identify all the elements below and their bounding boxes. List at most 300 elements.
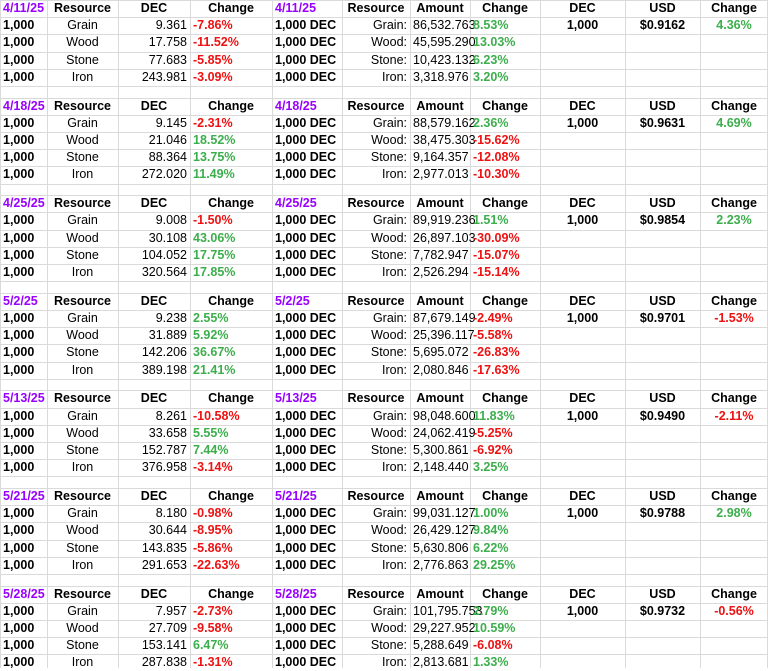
header-amount[interactable]: Amount <box>416 586 464 601</box>
quantity-cell[interactable]: 1,000 <box>3 35 35 50</box>
dec-price-cell[interactable]: 320.564 <box>141 265 187 279</box>
resource-name-cell[interactable]: Stone <box>66 443 99 457</box>
quantity-cell[interactable]: 1,000 <box>3 247 35 262</box>
quantity-dec-cell[interactable]: 1,000 DEC <box>275 345 337 360</box>
price-change-cell[interactable]: -3.14% <box>193 460 233 475</box>
resource-name-cell[interactable]: Wood <box>66 328 99 343</box>
header-resource[interactable]: Resource <box>347 293 405 308</box>
amount-change-cell[interactable]: -10.30% <box>473 167 520 182</box>
dec-price-cell[interactable]: 30.644 <box>148 523 187 538</box>
dec-price-cell[interactable]: 153.141 <box>141 638 187 653</box>
quantity-dec-cell[interactable]: 1,000 DEC <box>275 328 337 343</box>
resource-name-cell[interactable]: Wood: <box>371 523 407 538</box>
resource-name-cell[interactable]: Grain <box>67 18 98 33</box>
quantity-cell[interactable]: 1,000 <box>3 345 35 360</box>
resource-name-cell[interactable]: Grain: <box>372 603 407 618</box>
resource-name-cell[interactable]: Grain: <box>372 408 407 423</box>
resource-amount-cell[interactable]: 9,164.357 <box>413 150 469 165</box>
resource-name-cell[interactable]: Grain <box>67 115 98 130</box>
header-change[interactable]: Change <box>208 489 254 503</box>
amount-change-cell[interactable]: 10.59% <box>473 621 516 635</box>
date-cell[interactable]: 5/28/25 <box>275 586 317 601</box>
resource-amount-cell[interactable]: 26,429.127 <box>413 523 476 538</box>
header-dec[interactable]: DEC <box>140 586 168 601</box>
amount-change-cell[interactable]: 1.33% <box>473 655 509 670</box>
price-change-cell[interactable]: -10.58% <box>193 408 240 423</box>
quantity-cell[interactable]: 1,000 <box>3 230 35 245</box>
resource-name-cell[interactable]: Grain <box>67 603 98 618</box>
resource-name-cell[interactable]: Wood: <box>371 425 407 440</box>
dec-price-cell[interactable]: 21.046 <box>148 133 187 147</box>
quantity-dec-cell[interactable]: 1,000 DEC <box>275 230 337 245</box>
header-dec[interactable]: DEC <box>140 293 168 308</box>
resource-name-cell[interactable]: Iron: <box>381 655 407 670</box>
price-change-cell[interactable]: -8.95% <box>193 523 233 538</box>
price-change-cell[interactable]: 2.55% <box>193 311 229 325</box>
dec-price-cell[interactable]: 287.838 <box>141 655 187 670</box>
price-change-cell[interactable]: 17.75% <box>193 247 236 262</box>
amount-change-cell[interactable]: 2.79% <box>473 603 509 618</box>
quantity-dec-cell[interactable]: 1,000 DEC <box>275 52 337 67</box>
resource-name-cell[interactable]: Wood: <box>371 230 407 245</box>
resource-name-cell[interactable]: Iron <box>71 655 94 670</box>
usd-price-cell[interactable]: $0.9854 <box>639 213 686 228</box>
resource-name-cell[interactable]: Wood <box>66 523 99 538</box>
quantity-cell[interactable]: 1,000 <box>3 603 35 618</box>
usd-dec-quantity-cell[interactable]: 1,000 <box>566 115 599 130</box>
header-usd[interactable]: USD <box>649 391 676 406</box>
dec-price-cell[interactable]: 88.364 <box>148 150 187 165</box>
amount-change-cell[interactable]: -17.63% <box>473 362 520 377</box>
amount-change-cell[interactable]: 1.00% <box>473 506 509 521</box>
quantity-dec-cell[interactable]: 1,000 DEC <box>275 638 337 653</box>
usd-price-cell[interactable]: $0.9490 <box>639 408 686 423</box>
header-usd[interactable]: USD <box>649 98 676 113</box>
date-cell[interactable]: 4/25/25 <box>275 196 317 211</box>
header-change[interactable]: Change <box>208 1 254 15</box>
header-amount[interactable]: Amount <box>416 489 464 503</box>
header-change[interactable]: Change <box>482 293 528 308</box>
resource-name-cell[interactable]: Stone <box>66 150 99 165</box>
quantity-dec-cell[interactable]: 1,000 DEC <box>275 265 337 279</box>
resource-name-cell[interactable]: Iron <box>71 460 94 475</box>
resource-name-cell[interactable]: Stone: <box>370 247 407 262</box>
header-change[interactable]: Change <box>208 98 254 113</box>
price-change-cell[interactable]: -5.85% <box>193 52 233 67</box>
resource-name-cell[interactable]: Stone <box>66 638 99 653</box>
amount-change-cell[interactable]: -5.58% <box>473 328 513 343</box>
header-change[interactable]: Change <box>711 293 757 308</box>
amount-change-cell[interactable]: 3.20% <box>473 69 509 84</box>
quantity-dec-cell[interactable]: 1,000 DEC <box>275 311 337 325</box>
usd-price-cell[interactable]: $0.9162 <box>639 18 686 33</box>
price-change-cell[interactable]: 43.06% <box>193 230 236 245</box>
usd-change-cell[interactable]: 2.98% <box>716 506 752 521</box>
header-usd[interactable]: USD <box>649 1 676 15</box>
date-cell[interactable]: 4/11/25 <box>3 1 45 15</box>
usd-change-cell[interactable]: 4.36% <box>716 18 752 33</box>
dec-price-cell[interactable]: 17.758 <box>148 35 187 50</box>
header-change[interactable]: Change <box>711 1 757 15</box>
header-resource[interactable]: Resource <box>54 489 111 503</box>
header-amount[interactable]: Amount <box>416 98 464 113</box>
date-cell[interactable]: 5/13/25 <box>275 391 317 406</box>
usd-dec-quantity-cell[interactable]: 1,000 <box>566 408 599 423</box>
resource-name-cell[interactable]: Stone <box>66 52 99 67</box>
amount-change-cell[interactable]: 11.83% <box>473 408 515 423</box>
header-dec[interactable]: DEC <box>140 391 168 406</box>
dec-price-cell[interactable]: 142.206 <box>141 345 187 360</box>
quantity-cell[interactable]: 1,000 <box>3 133 35 147</box>
header-amount[interactable]: Amount <box>416 293 464 308</box>
quantity-dec-cell[interactable]: 1,000 DEC <box>275 167 337 182</box>
quantity-dec-cell[interactable]: 1,000 DEC <box>275 523 337 538</box>
dec-price-cell[interactable]: 77.683 <box>148 52 187 67</box>
header-change[interactable]: Change <box>482 489 528 503</box>
date-cell[interactable]: 5/2/25 <box>3 293 38 308</box>
resource-name-cell[interactable]: Wood: <box>371 35 407 50</box>
price-change-cell[interactable]: -5.86% <box>193 540 233 555</box>
resource-name-cell[interactable]: Iron: <box>381 557 407 572</box>
dec-price-cell[interactable]: 389.198 <box>141 362 187 377</box>
usd-dec-quantity-cell[interactable]: 1,000 <box>566 603 599 618</box>
price-change-cell[interactable]: 13.75% <box>193 150 236 165</box>
dec-price-cell[interactable]: 30.108 <box>148 230 187 245</box>
resource-name-cell[interactable]: Wood <box>66 133 99 147</box>
header-dec[interactable]: DEC <box>140 1 168 15</box>
resource-name-cell[interactable]: Iron: <box>381 362 407 377</box>
header-change[interactable]: Change <box>482 98 528 113</box>
resource-name-cell[interactable]: Stone: <box>370 540 407 555</box>
resource-name-cell[interactable]: Stone: <box>370 52 407 67</box>
resource-amount-cell[interactable]: 5,288.649 <box>413 638 469 653</box>
date-cell[interactable]: 5/21/25 <box>3 489 45 503</box>
quantity-dec-cell[interactable]: 1,000 DEC <box>275 506 337 521</box>
resource-name-cell[interactable]: Iron: <box>381 69 407 84</box>
header-resource[interactable]: Resource <box>54 196 111 211</box>
header-dec[interactable]: DEC <box>569 293 596 308</box>
quantity-dec-cell[interactable]: 1,000 DEC <box>275 133 337 147</box>
resource-amount-cell[interactable]: 2,080.846 <box>413 362 469 377</box>
header-resource[interactable]: Resource <box>347 489 405 503</box>
dec-price-cell[interactable]: 272.020 <box>141 167 187 182</box>
price-change-cell[interactable]: -9.58% <box>193 621 233 635</box>
header-resource[interactable]: Resource <box>54 293 111 308</box>
header-amount[interactable]: Amount <box>416 196 464 211</box>
usd-dec-quantity-cell[interactable]: 1,000 <box>566 506 599 521</box>
price-change-cell[interactable]: -1.31% <box>193 655 233 670</box>
quantity-cell[interactable]: 1,000 <box>3 460 35 475</box>
dec-price-cell[interactable]: 9.008 <box>155 213 187 228</box>
header-resource[interactable]: Resource <box>347 586 405 601</box>
resource-name-cell[interactable]: Iron: <box>381 460 407 475</box>
amount-change-cell[interactable]: -6.92% <box>473 443 513 457</box>
quantity-dec-cell[interactable]: 1,000 DEC <box>275 408 337 423</box>
quantity-dec-cell[interactable]: 1,000 DEC <box>275 443 337 457</box>
dec-price-cell[interactable]: 143.835 <box>141 540 187 555</box>
header-dec[interactable]: DEC <box>140 196 168 211</box>
quantity-dec-cell[interactable]: 1,000 DEC <box>275 69 337 84</box>
resource-name-cell[interactable]: Wood <box>66 425 99 440</box>
quantity-cell[interactable]: 1,000 <box>3 150 35 165</box>
header-usd[interactable]: USD <box>649 489 676 503</box>
usd-dec-quantity-cell[interactable]: 1,000 <box>566 311 599 325</box>
quantity-dec-cell[interactable]: 1,000 DEC <box>275 362 337 377</box>
price-change-cell[interactable]: -2.73% <box>193 603 233 618</box>
usd-change-cell[interactable]: 4.69% <box>716 115 752 130</box>
header-resource[interactable]: Resource <box>54 391 111 406</box>
resource-amount-cell[interactable]: 24,062.419 <box>413 425 476 440</box>
dec-price-cell[interactable]: 33.658 <box>148 425 187 440</box>
amount-change-cell[interactable]: -6.08% <box>473 638 513 653</box>
price-change-cell[interactable]: 21.41% <box>193 362 236 377</box>
header-change[interactable]: Change <box>482 1 528 15</box>
dec-price-cell[interactable]: 7.957 <box>155 603 187 618</box>
header-change[interactable]: Change <box>208 293 254 308</box>
header-change[interactable]: Change <box>711 489 757 503</box>
resource-name-cell[interactable]: Iron <box>71 69 94 84</box>
price-change-cell[interactable]: 18.52% <box>193 133 236 147</box>
resource-amount-cell[interactable]: 29,227.952 <box>413 621 476 635</box>
amount-change-cell[interactable]: 6.22% <box>473 540 509 555</box>
quantity-cell[interactable]: 1,000 <box>3 425 35 440</box>
price-change-cell[interactable]: -22.63% <box>193 557 240 572</box>
date-cell[interactable]: 4/11/25 <box>275 1 317 15</box>
header-usd[interactable]: USD <box>649 586 676 601</box>
resource-amount-cell[interactable]: 2,148.440 <box>413 460 469 475</box>
resource-name-cell[interactable]: Stone <box>66 247 99 262</box>
amount-change-cell[interactable]: 8.53% <box>473 18 509 33</box>
quantity-dec-cell[interactable]: 1,000 DEC <box>275 540 337 555</box>
header-change[interactable]: Change <box>711 391 757 406</box>
price-change-cell[interactable]: -2.31% <box>193 115 233 130</box>
dec-price-cell[interactable]: 8.180 <box>155 506 187 521</box>
dec-price-cell[interactable]: 31.889 <box>148 328 187 343</box>
price-change-cell[interactable]: -11.52% <box>193 35 239 50</box>
resource-name-cell[interactable]: Grain <box>67 506 98 521</box>
date-cell[interactable]: 5/28/25 <box>3 586 45 601</box>
header-change[interactable]: Change <box>208 586 254 601</box>
quantity-cell[interactable]: 1,000 <box>3 443 35 457</box>
quantity-cell[interactable]: 1,000 <box>3 167 35 182</box>
amount-change-cell[interactable]: 3.25% <box>473 460 509 475</box>
quantity-cell[interactable]: 1,000 <box>3 540 35 555</box>
header-dec[interactable]: DEC <box>569 489 596 503</box>
header-change[interactable]: Change <box>711 586 757 601</box>
usd-price-cell[interactable]: $0.9732 <box>639 603 686 618</box>
resource-name-cell[interactable]: Wood: <box>371 328 407 343</box>
quantity-cell[interactable]: 1,000 <box>3 213 35 228</box>
header-resource[interactable]: Resource <box>54 1 111 15</box>
date-cell[interactable]: 4/18/25 <box>3 98 45 113</box>
quantity-cell[interactable]: 1,000 <box>3 506 35 521</box>
resource-amount-cell[interactable]: 98,048.600 <box>413 408 476 423</box>
dec-price-cell[interactable]: 9.361 <box>155 18 187 33</box>
resource-name-cell[interactable]: Iron: <box>381 265 407 279</box>
quantity-cell[interactable]: 1,000 <box>3 18 35 33</box>
amount-change-cell[interactable]: -15.14% <box>473 265 520 279</box>
quantity-cell[interactable]: 1,000 <box>3 557 35 572</box>
resource-amount-cell[interactable]: 86,532.763 <box>413 18 476 33</box>
dec-price-cell[interactable]: 152.787 <box>141 443 187 457</box>
resource-amount-cell[interactable]: 2,813.681 <box>413 655 469 670</box>
resource-name-cell[interactable]: Grain <box>67 311 98 325</box>
header-usd[interactable]: USD <box>649 196 676 211</box>
header-amount[interactable]: Amount <box>416 391 464 406</box>
quantity-dec-cell[interactable]: 1,000 DEC <box>275 557 337 572</box>
quantity-dec-cell[interactable]: 1,000 DEC <box>275 213 337 228</box>
price-change-cell[interactable]: 17.85% <box>193 265 236 279</box>
dec-price-cell[interactable]: 243.981 <box>141 69 187 84</box>
amount-change-cell[interactable]: -15.62% <box>473 133 520 147</box>
price-change-cell[interactable]: -0.98% <box>193 506 233 521</box>
header-dec[interactable]: DEC <box>569 391 596 406</box>
quantity-dec-cell[interactable]: 1,000 DEC <box>275 150 337 165</box>
quantity-dec-cell[interactable]: 1,000 DEC <box>275 18 337 33</box>
resource-name-cell[interactable]: Iron: <box>381 167 407 182</box>
usd-price-cell[interactable]: $0.9701 <box>639 311 686 325</box>
header-change[interactable]: Change <box>208 196 254 211</box>
resource-name-cell[interactable]: Iron <box>71 167 94 182</box>
amount-change-cell[interactable]: 2.36% <box>473 115 509 130</box>
amount-change-cell[interactable]: -30.09% <box>473 230 520 245</box>
quantity-dec-cell[interactable]: 1,000 DEC <box>275 603 337 618</box>
resource-amount-cell[interactable]: 2,526.294 <box>413 265 469 279</box>
resource-amount-cell[interactable]: 89,919.236 <box>413 213 476 228</box>
date-cell[interactable]: 4/18/25 <box>275 98 317 113</box>
resource-name-cell[interactable]: Wood <box>66 230 99 245</box>
usd-change-cell[interactable]: 2.23% <box>716 213 752 228</box>
resource-name-cell[interactable]: Stone: <box>370 443 407 457</box>
amount-change-cell[interactable]: 1.51% <box>473 213 509 228</box>
dec-price-cell[interactable]: 291.653 <box>141 557 187 572</box>
resource-name-cell[interactable]: Stone <box>66 540 99 555</box>
amount-change-cell[interactable]: 13.03% <box>473 35 516 50</box>
dec-price-cell[interactable]: 9.145 <box>155 115 187 130</box>
header-resource[interactable]: Resource <box>347 196 405 211</box>
header-dec[interactable]: DEC <box>569 1 596 15</box>
price-change-cell[interactable]: 5.55% <box>193 425 229 440</box>
header-dec[interactable]: DEC <box>140 489 168 503</box>
resource-name-cell[interactable]: Grain <box>67 408 98 423</box>
amount-change-cell[interactable]: -2.49% <box>473 311 513 325</box>
usd-dec-quantity-cell[interactable]: 1,000 <box>566 18 599 33</box>
price-change-cell[interactable]: 5.92% <box>193 328 229 343</box>
usd-price-cell[interactable]: $0.9788 <box>639 506 686 521</box>
quantity-cell[interactable]: 1,000 <box>3 265 35 279</box>
resource-amount-cell[interactable]: 99,031.127 <box>413 506 476 521</box>
header-change[interactable]: Change <box>482 196 528 211</box>
amount-change-cell[interactable]: 6.23% <box>473 52 509 67</box>
header-dec[interactable]: DEC <box>569 586 596 601</box>
header-amount[interactable]: Amount <box>416 1 464 15</box>
resource-amount-cell[interactable]: 5,695.072 <box>413 345 469 360</box>
price-change-cell[interactable]: -1.50% <box>193 213 233 228</box>
resource-amount-cell[interactable]: 38,475.303 <box>413 133 476 147</box>
quantity-cell[interactable]: 1,000 <box>3 311 35 325</box>
dec-price-cell[interactable]: 27.709 <box>148 621 187 635</box>
resource-amount-cell[interactable]: 7,782.947 <box>413 247 469 262</box>
header-resource[interactable]: Resource <box>54 98 111 113</box>
header-change[interactable]: Change <box>711 98 757 113</box>
resource-amount-cell[interactable]: 10,423.132 <box>413 52 476 67</box>
resource-amount-cell[interactable]: 5,300.861 <box>413 443 469 457</box>
resource-name-cell[interactable]: Grain: <box>372 18 407 33</box>
usd-change-cell[interactable]: -2.11% <box>714 408 754 423</box>
price-change-cell[interactable]: 7.44% <box>193 443 229 457</box>
resource-name-cell[interactable]: Stone: <box>370 638 407 653</box>
header-usd[interactable]: USD <box>649 293 676 308</box>
resource-name-cell[interactable]: Iron <box>71 265 94 279</box>
header-change[interactable]: Change <box>711 196 757 211</box>
price-change-cell[interactable]: 11.49% <box>193 167 235 182</box>
resource-name-cell[interactable]: Stone: <box>370 150 407 165</box>
quantity-dec-cell[interactable]: 1,000 DEC <box>275 247 337 262</box>
resource-name-cell[interactable]: Wood: <box>371 133 407 147</box>
resource-name-cell[interactable]: Grain: <box>372 115 407 130</box>
resource-name-cell[interactable]: Stone <box>66 345 99 360</box>
header-dec[interactable]: DEC <box>140 98 168 113</box>
date-cell[interactable]: 5/21/25 <box>275 489 317 503</box>
resource-name-cell[interactable]: Grain: <box>372 506 407 521</box>
resource-name-cell[interactable]: Wood: <box>371 621 407 635</box>
quantity-dec-cell[interactable]: 1,000 DEC <box>275 35 337 50</box>
header-change[interactable]: Change <box>482 586 528 601</box>
quantity-cell[interactable]: 1,000 <box>3 523 35 538</box>
resource-name-cell[interactable]: Iron <box>71 362 94 377</box>
price-change-cell[interactable]: -7.86% <box>193 18 233 33</box>
quantity-dec-cell[interactable]: 1,000 DEC <box>275 655 337 670</box>
quantity-cell[interactable]: 1,000 <box>3 408 35 423</box>
usd-change-cell[interactable]: -1.53% <box>714 311 754 325</box>
amount-change-cell[interactable]: -5.25% <box>473 425 513 440</box>
dec-price-cell[interactable]: 9.238 <box>155 311 187 325</box>
quantity-cell[interactable]: 1,000 <box>3 115 35 130</box>
resource-name-cell[interactable]: Wood <box>66 35 99 50</box>
price-change-cell[interactable]: 36.67% <box>193 345 236 360</box>
price-change-cell[interactable]: 6.47% <box>193 638 229 653</box>
quantity-cell[interactable]: 1,000 <box>3 69 35 84</box>
date-cell[interactable]: 5/13/25 <box>3 391 45 406</box>
usd-price-cell[interactable]: $0.9631 <box>639 115 686 130</box>
dec-price-cell[interactable]: 104.052 <box>141 247 187 262</box>
amount-change-cell[interactable]: 9.84% <box>473 523 509 538</box>
price-change-cell[interactable]: -3.09% <box>193 69 233 84</box>
amount-change-cell[interactable]: -12.08% <box>473 150 520 165</box>
quantity-cell[interactable]: 1,000 <box>3 655 35 670</box>
resource-name-cell[interactable]: Iron <box>71 557 94 572</box>
header-resource[interactable]: Resource <box>347 1 405 15</box>
header-change[interactable]: Change <box>482 391 528 406</box>
header-resource[interactable]: Resource <box>54 586 111 601</box>
quantity-cell[interactable]: 1,000 <box>3 52 35 67</box>
resource-name-cell[interactable]: Grain: <box>372 311 407 325</box>
resource-amount-cell[interactable]: 5,630.806 <box>413 540 469 555</box>
resource-name-cell[interactable]: Grain <box>67 213 98 228</box>
quantity-cell[interactable]: 1,000 <box>3 621 35 635</box>
resource-name-cell[interactable]: Grain: <box>372 213 407 228</box>
quantity-dec-cell[interactable]: 1,000 DEC <box>275 460 337 475</box>
dec-price-cell[interactable]: 8.261 <box>155 408 187 423</box>
quantity-cell[interactable]: 1,000 <box>3 328 35 343</box>
resource-amount-cell[interactable]: 88,579.162 <box>413 115 476 130</box>
quantity-cell[interactable]: 1,000 <box>3 638 35 653</box>
resource-amount-cell[interactable]: 25,396.117 <box>413 328 475 343</box>
resource-amount-cell[interactable]: 87,679.149 <box>413 311 476 325</box>
resource-amount-cell[interactable]: 45,595.290 <box>413 35 476 50</box>
usd-dec-quantity-cell[interactable]: 1,000 <box>566 213 599 228</box>
amount-change-cell[interactable]: -26.83% <box>473 345 520 360</box>
